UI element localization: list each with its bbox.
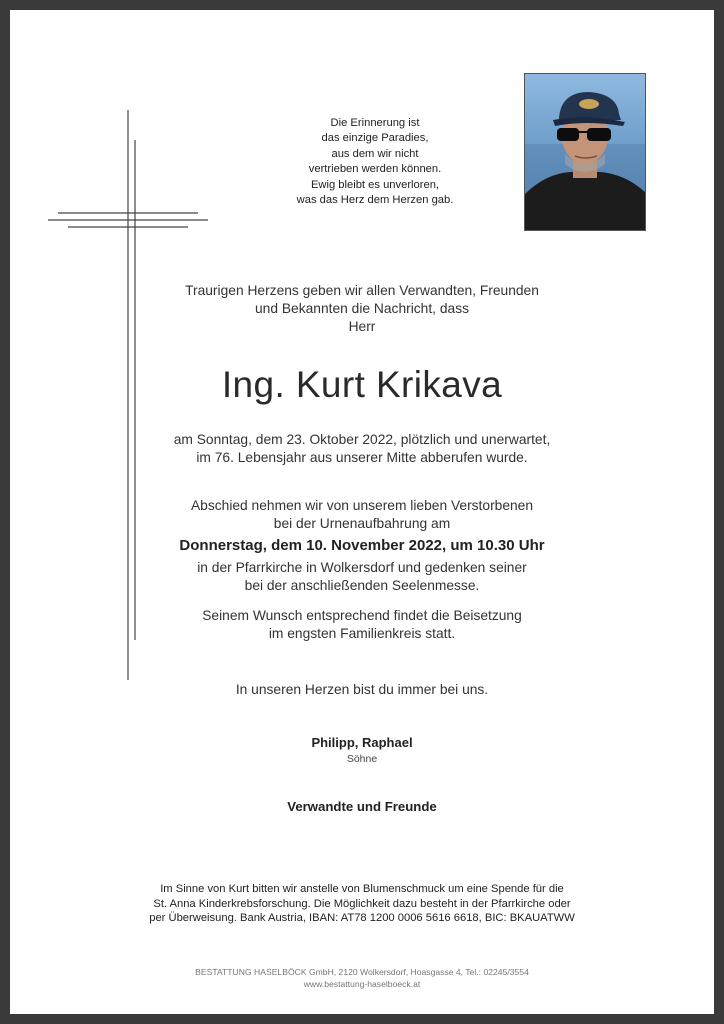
- church-text: [10, 559, 714, 595]
- memorial-motto: In unseren Herzen bist du immer bei uns.: [235, 682, 489, 697]
- poem-line: Die Erinnerung ist: [330, 117, 420, 129]
- farewell-line: Abschied nehmen wir von unserem lieben Verstorbenen: [190, 498, 534, 513]
- burial-line: im engsten Familienkreis statt.: [268, 626, 456, 641]
- mourners-names: Philipp, Raphael: [311, 735, 413, 750]
- farewell-text: [10, 497, 714, 533]
- poem-line: das einzige Paradies,: [321, 132, 429, 145]
- burial-line: Seinem Wunsch entsprechend findet die Beisetzung: [202, 608, 522, 623]
- mourners-role: Söhne: [346, 753, 378, 765]
- church-line: bei der anschließenden Seelenmesse.: [244, 578, 480, 593]
- poem-line: vertrieben werden können.: [308, 163, 442, 176]
- footer-company: BESTATTUNG HASELBÖCK GmbH, 2120 Wolkersdorf, Hoasgasse 4, Tel.: 02245/3554: [195, 967, 529, 977]
- donation-note: [10, 882, 714, 926]
- ceremony-date: Donnerstag, dem 10. November 2022, um 10.30 Uhr: [179, 537, 545, 554]
- burial-text: [10, 607, 714, 643]
- announcement-intro: [10, 282, 714, 336]
- relatives-line: Verwandte und Freunde: [287, 799, 437, 814]
- intro-line: und Bekannten die Nachricht, dass: [255, 301, 469, 316]
- donation-line: Im Sinne von Kurt bitten wir anstelle von Blumenschmuck um eine Spende für die: [160, 883, 564, 895]
- death-line: im 76. Lebensjahr aus unserer Mitte abberufen wurde.: [196, 450, 528, 465]
- portrait-photo: [524, 73, 646, 231]
- poem-line: was das Herz dem Herzen gab.: [296, 194, 454, 207]
- death-notice: [10, 431, 714, 467]
- deceased-name: Ing. Kurt Krikava: [221, 364, 503, 405]
- poem-line: aus dem wir nicht: [331, 147, 419, 160]
- church-line: in der Pfarrkirche in Wolkersdorf und gedenken seiner: [197, 560, 527, 575]
- poem: [260, 116, 490, 208]
- footer-website: www.bestattung-haselboeck.at: [303, 979, 421, 989]
- obituary-sheet: [10, 10, 714, 1014]
- poem-line: Ewig bleibt es unverloren,: [310, 178, 440, 191]
- donation-line: St. Anna Kinderkrebsforschung. Die Möglichkeit dazu besteht in der Pfarrkirche oder: [153, 897, 571, 910]
- farewell-line: bei der Urnenaufbahrung am: [273, 516, 451, 531]
- intro-line: Traurigen Herzens geben wir allen Verwandten, Freunden: [185, 283, 539, 298]
- donation-line: per Überweisung. Bank Austria, IBAN: AT78 1200 0006 5616 6618, BIC: BKAUATWW: [149, 912, 575, 925]
- intro-line: Herr: [348, 319, 376, 334]
- funeral-home-footer: [10, 966, 714, 990]
- death-line: am Sonntag, dem 23. Oktober 2022, plötzlich und unerwartet,: [173, 432, 551, 447]
